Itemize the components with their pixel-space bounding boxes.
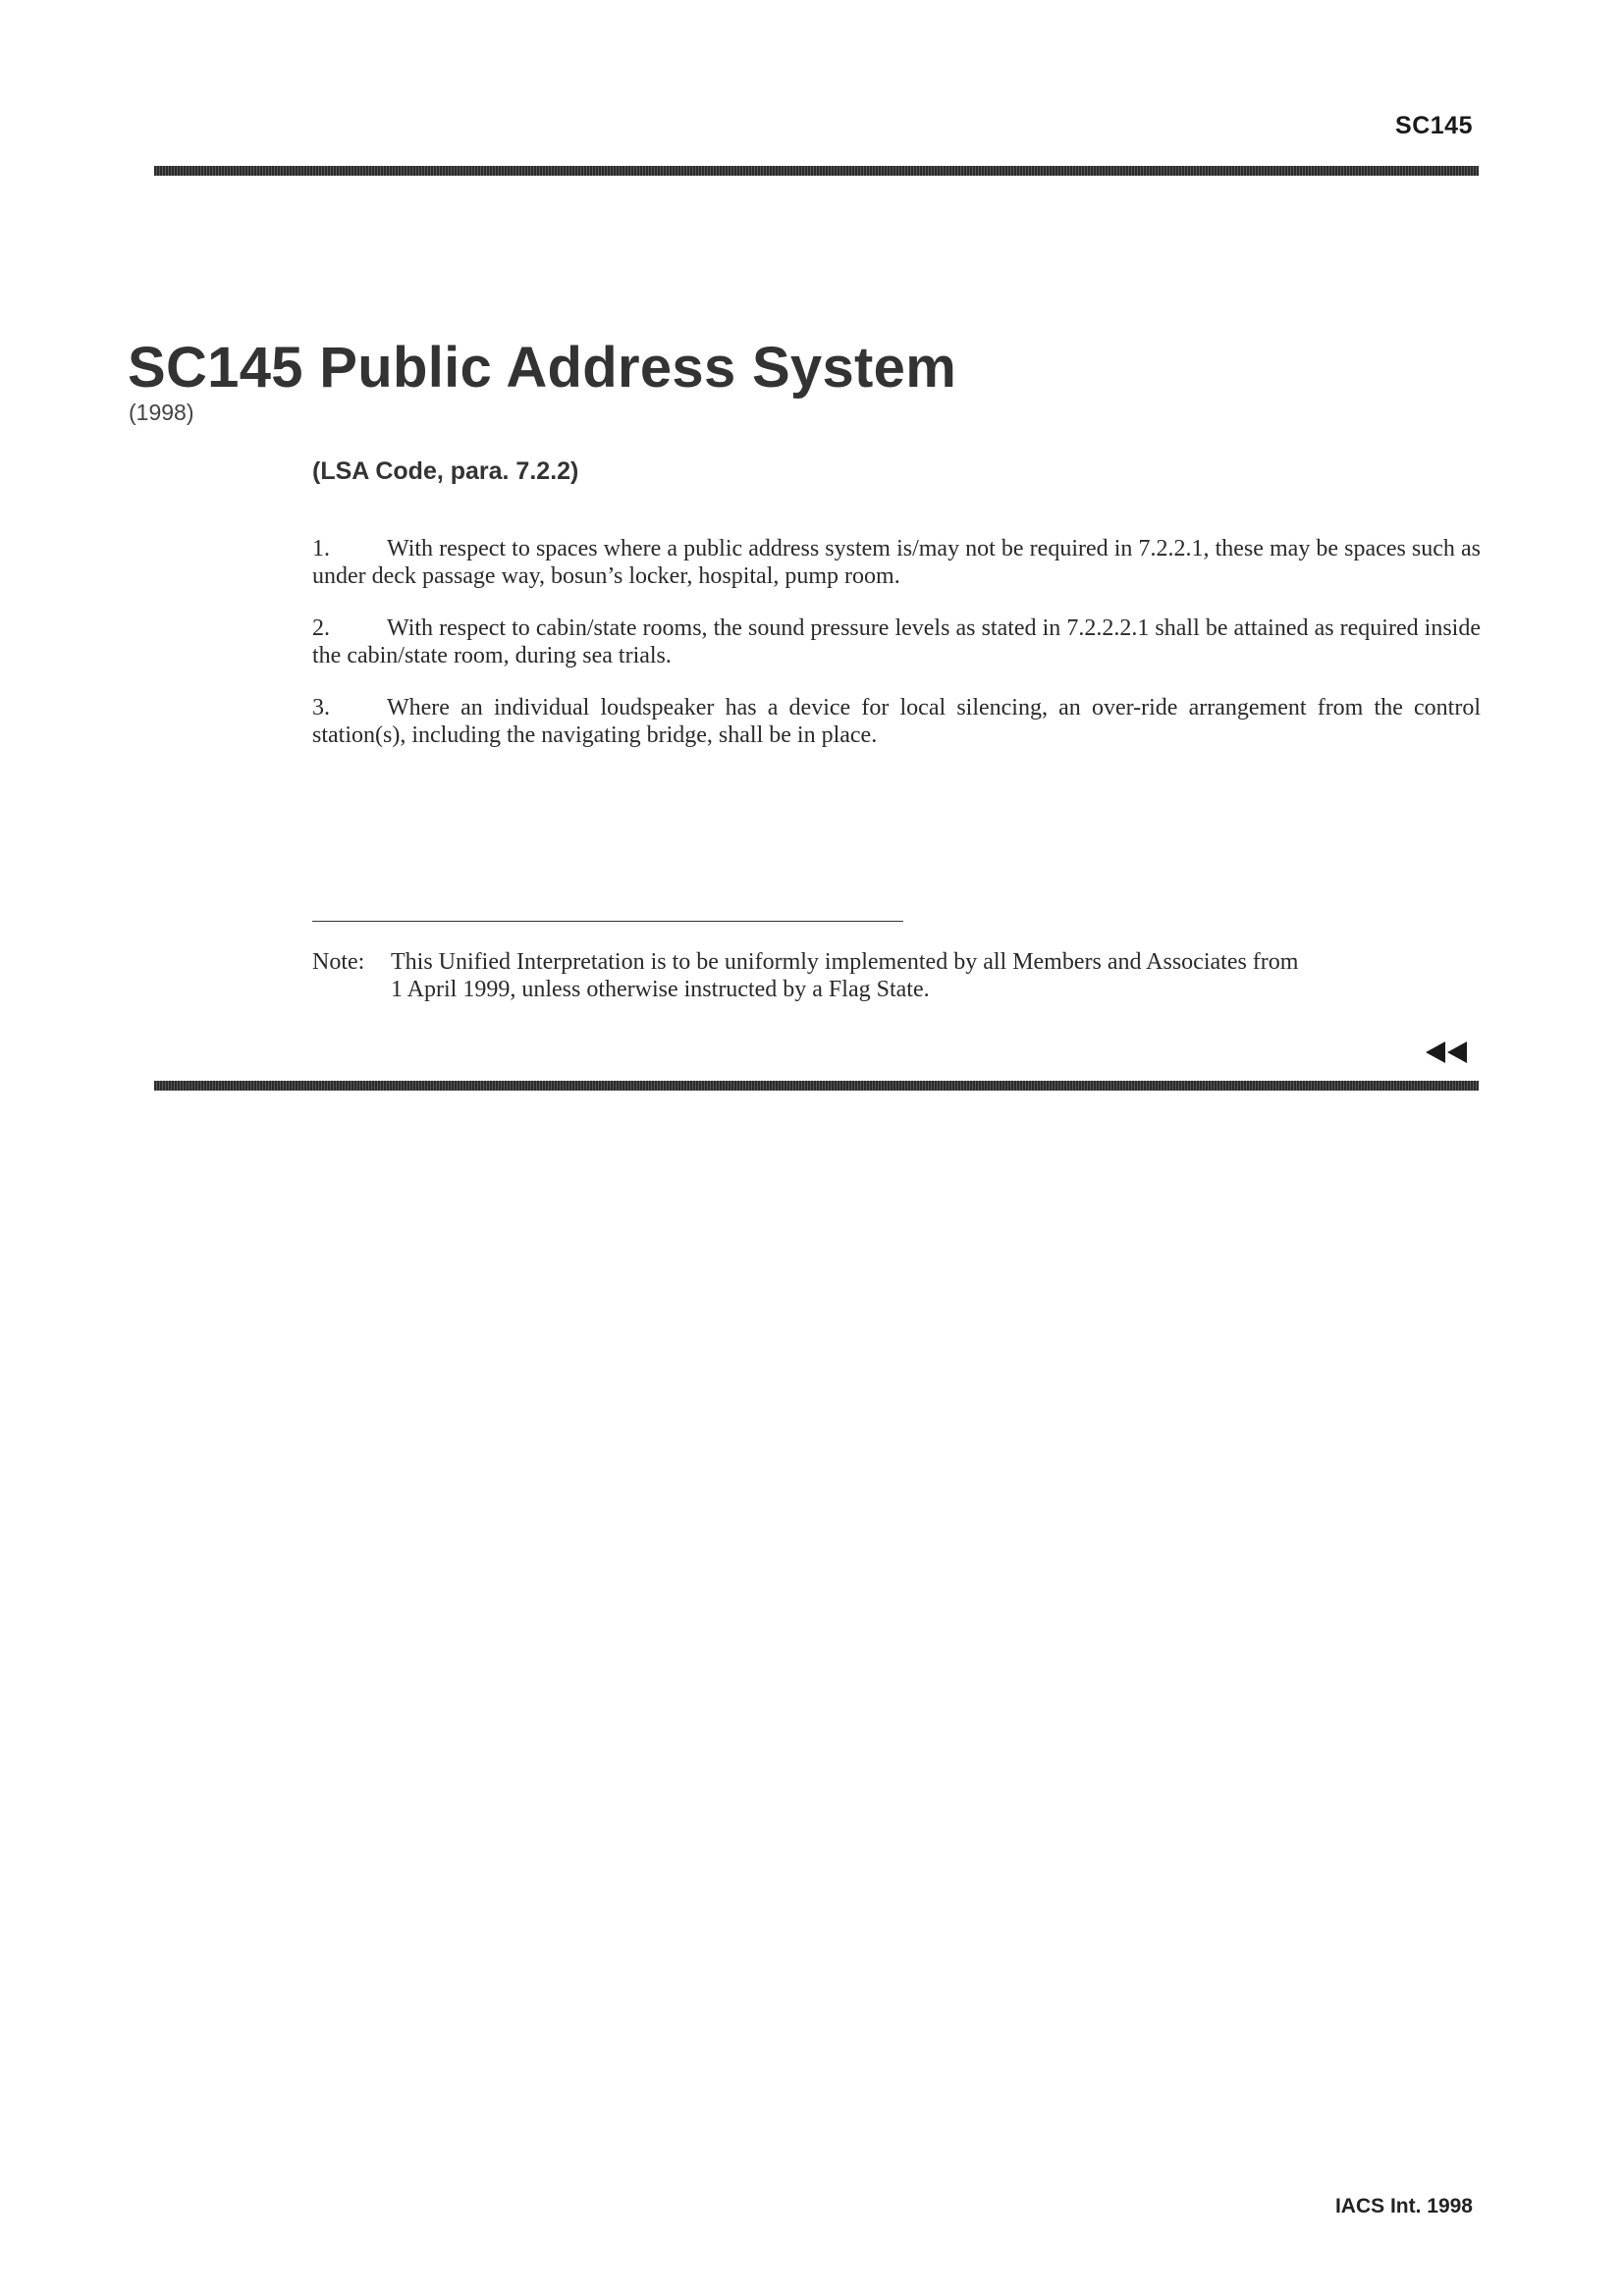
title-year: (1998) xyxy=(129,400,194,425)
paragraph-text: With respect to cabin/state rooms, the sound pressure levels as stated in 7.2.2.2.1 shall be attained as required inside the cabin/state room, during sea trials. xyxy=(312,615,1481,668)
paragraph-3 xyxy=(312,694,1481,749)
double-left-arrow-icon[interactable] xyxy=(1424,1038,1481,1067)
paragraph-number: 3. xyxy=(312,695,330,721)
header-rule xyxy=(154,166,1479,176)
note-line-1: This Unified Interpretation is to be uniformly implemented by all Members and Associates from xyxy=(391,949,1299,975)
paragraph-1 xyxy=(312,535,1481,590)
page-title: SC145 Public Address System xyxy=(128,336,957,400)
subtitle: (LSA Code, para. 7.2.2) xyxy=(312,457,579,485)
note-body xyxy=(391,948,1451,1003)
footer-text: IACS Int. 1998 xyxy=(1334,2195,1473,2217)
paragraph-2 xyxy=(312,614,1481,669)
note xyxy=(312,948,1451,1003)
paragraph-number: 1. xyxy=(312,536,330,561)
paragraph-text: Where an individual loudspeaker has a device for local silencing, an over-ride arrangement from the control station(s), including the navigating bridge, shall be in place. xyxy=(312,695,1481,748)
note-line-2: 1 April 1999, unless otherwise instructed by a Flag State. xyxy=(391,977,930,1002)
paragraph-list xyxy=(312,535,1481,774)
note-label: Note: xyxy=(312,949,365,975)
footer-rule xyxy=(154,1081,1479,1091)
paragraph-number: 2. xyxy=(312,615,330,641)
header-code: SC145 xyxy=(1395,112,1473,139)
paragraph-text: With respect to spaces where a public address system is/may not be required in 7.2.2.1, these may be spaces such as under deck passage way, bosun’s locker, hospital, pump room. xyxy=(312,536,1481,589)
note-divider xyxy=(312,921,903,922)
